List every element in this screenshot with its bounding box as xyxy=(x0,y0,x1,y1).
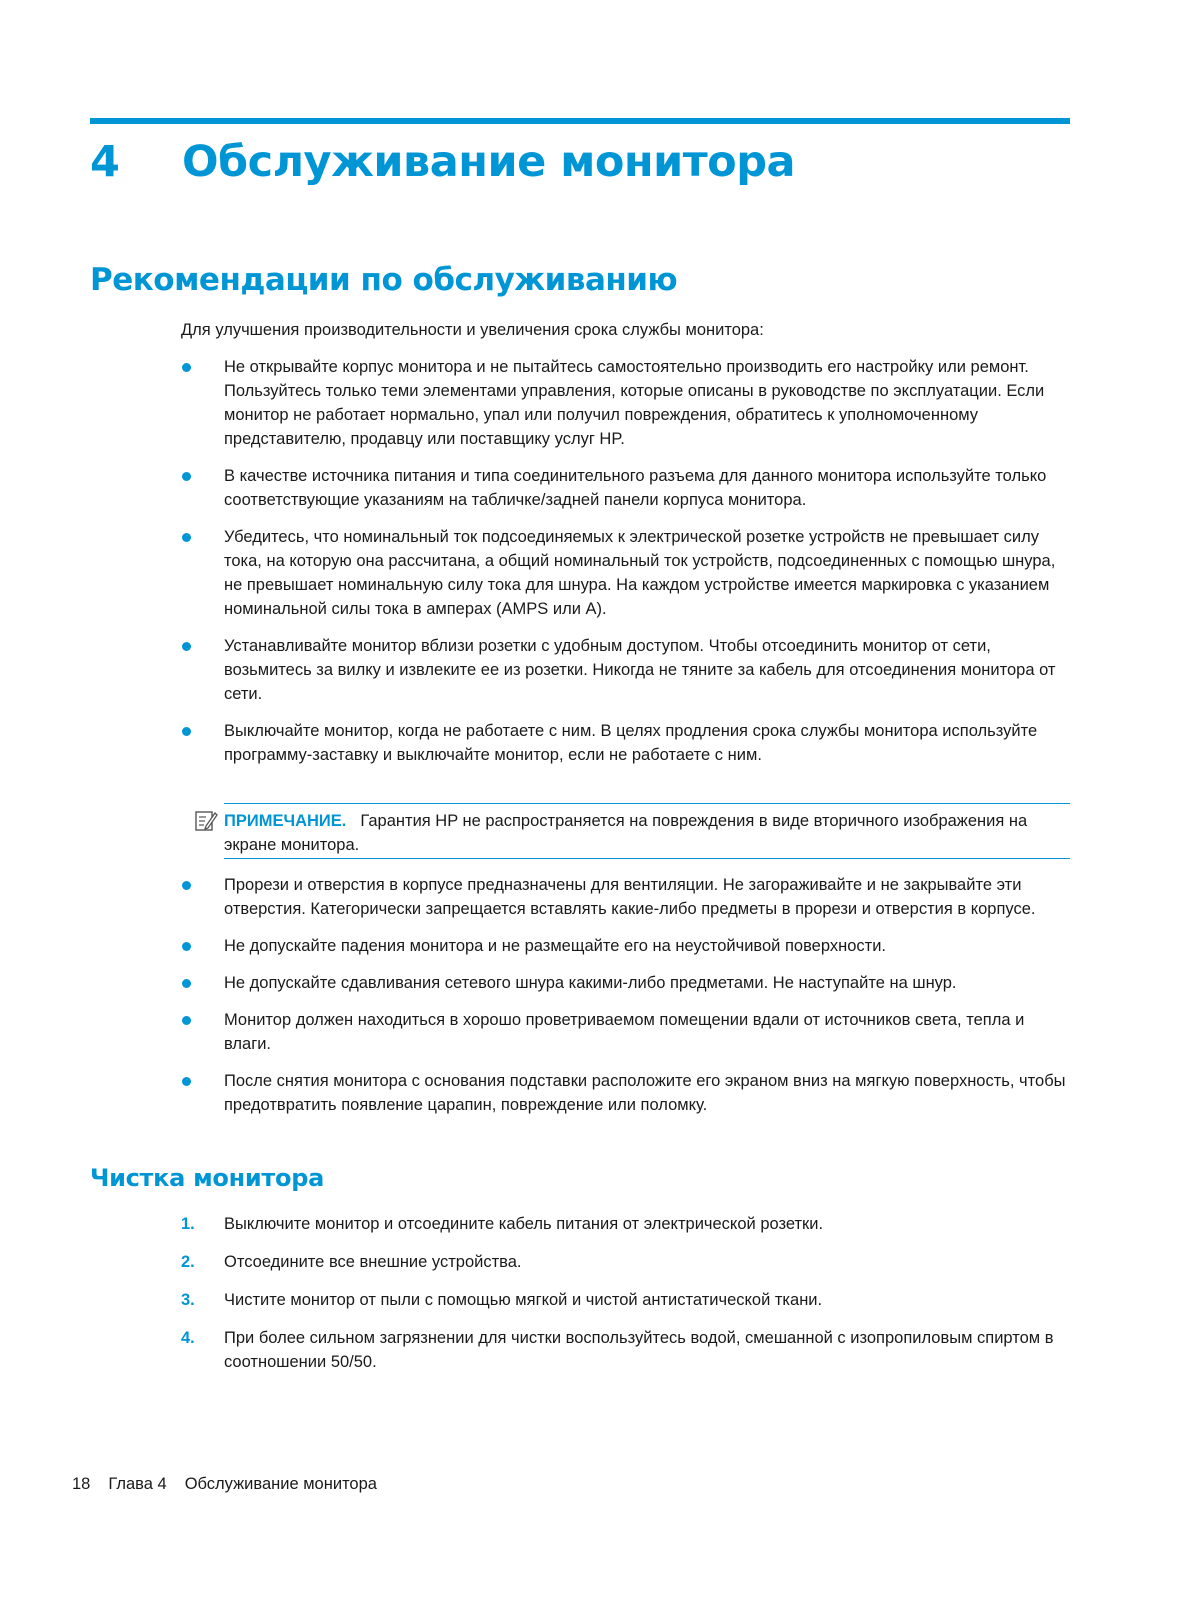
guidelines-list-b xyxy=(181,873,1071,1130)
list-item: 4. При более сильном загрязнении для чистки воспользуйтесь водой, смешанной с изопропиловым спиртом в соотношении 50/50. xyxy=(181,1326,1071,1374)
list-item: Монитор должен находиться в хорошо проветриваемом помещении вдали от источников света, тепла и влаги. xyxy=(181,1008,1071,1056)
bullet-icon xyxy=(182,942,191,951)
list-item: Выключайте монитор, когда не работаете с ним. В целях продления срока службы монитора используйте программу-заставку и выключайте монитор, если не работаете с ним. xyxy=(181,719,1071,767)
note-box xyxy=(224,803,1070,859)
bullet-icon xyxy=(182,472,191,481)
bullet-icon xyxy=(182,881,191,890)
list-item: 1. Выключите монитор и отсоедините кабель питания от электрической розетки. xyxy=(181,1212,1071,1236)
page-footer xyxy=(72,1472,395,1496)
list-item: Не открывайте корпус монитора и не пытайтесь самостоятельно производить его настройку или ремонт. Пользуйтесь только теми элементами управления, которые описаны в руководстве по эксплуатации. Если монитор не работает нормально, упал или получил повреждения, обратитесь к уполномоченному представителю, продавцу или поставщику услуг HP. xyxy=(181,355,1071,451)
list-item: Не допускайте падения монитора и не размещайте его на неустойчивой поверхности. xyxy=(181,934,1071,958)
note-pencil-icon xyxy=(194,809,218,833)
bullet-icon xyxy=(182,642,191,651)
chapter-title xyxy=(90,136,1070,188)
list-item: В качестве источника питания и типа соединительного разъема для данного монитора используйте только соответствующие указаниям на табличке/задней панели корпуса монитора. xyxy=(181,464,1071,512)
list-item: После снятия монитора с основания подставки расположите его экраном вниз на мягкую поверхность, чтобы предотвратить появление царапин, повреждение или поломку. xyxy=(181,1069,1071,1117)
bullet-icon xyxy=(182,533,191,542)
note-label: ПРИМЕЧАНИЕ. xyxy=(224,812,347,830)
bullet-icon xyxy=(182,363,191,372)
bullet-icon xyxy=(182,1016,191,1025)
step-number: 2. xyxy=(181,1253,195,1271)
list-item: Прорези и отверстия в корпусе предназначены для вентиляции. Не загораживайте и не закрывайте эти отверстия. Категорически запрещается вставлять какие-либо предметы в прорези и отверстия в корпусе. xyxy=(181,873,1071,921)
section-title-maintenance: Рекомендации по обслуживанию xyxy=(90,262,678,298)
guidelines-list-a xyxy=(181,355,1071,780)
list-item: 2. Отсоедините все внешние устройства. xyxy=(181,1250,1071,1274)
page-number: 18 xyxy=(72,1475,91,1493)
section-intro: Для улучшения производительности и увеличения срока службы монитора: xyxy=(181,321,764,339)
list-item: 3. Чистите монитор от пыли с помощью мягкой и чистой антистатической ткани. xyxy=(181,1288,1071,1312)
section-title-cleaning: Чистка монитора xyxy=(90,1164,324,1192)
bullet-icon xyxy=(182,1077,191,1086)
bullet-icon xyxy=(182,727,191,736)
cleaning-steps-list xyxy=(181,1212,1071,1388)
footer-chapter-label: Глава 4 xyxy=(108,1475,167,1493)
chapter-number: 4 xyxy=(90,137,120,187)
step-number: 1. xyxy=(181,1215,195,1233)
list-item: Убедитесь, что номинальный ток подсоединяемых к электрической розетке устройств не превышает силу тока, на которую она рассчитана, а общий номинальный ток устройств, подсоединенных с помощью шнура, не превышает номинальную силу тока для шнура. На каждом устройстве имеется маркировка с указанием номинальной силы тока в амперах (AMPS или A). xyxy=(181,525,1071,621)
list-item: Устанавливайте монитор вблизи розетки с удобным доступом. Чтобы отсоединить монитор от сети, возьмитесь за вилку и извлеките ее из розетки. Никогда не тяните за кабель для отсоединения монитора от сети. xyxy=(181,634,1071,706)
chapter-top-rule xyxy=(90,118,1070,124)
step-number: 3. xyxy=(181,1291,195,1309)
chapter-title-text: Обслуживание монитора xyxy=(182,137,795,187)
note-body: Гарантия HP не распространяется на повреждения в виде вторичного изображения на экране монитора. xyxy=(224,812,1028,854)
footer-chapter-title: Обслуживание монитора xyxy=(184,1475,377,1493)
step-number: 4. xyxy=(181,1329,195,1347)
note-text xyxy=(224,804,1070,857)
bullet-icon xyxy=(182,979,191,988)
list-item: Не допускайте сдавливания сетевого шнура какими-либо предметами. Не наступайте на шнур. xyxy=(181,971,1071,995)
